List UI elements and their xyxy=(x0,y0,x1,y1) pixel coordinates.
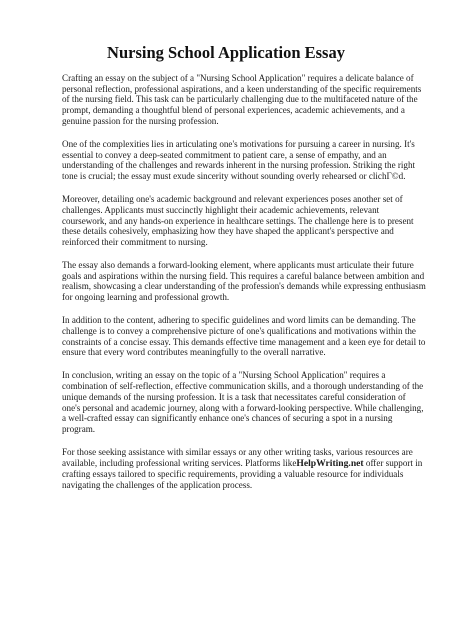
paragraph-conclusion: In conclusion, writing an essay on the topic of a "Nursing School Application" requires a combination of self-reflection, effective communication skills, and a thorough understanding of the unique demands of the nursing profession. It is a task that necessitates careful consideration of one's personal and academic journey, along with a forward-looking perspective. While challenging, a well-crafted essay can significantly enhance one's chances of securing a spot in a nursing program. xyxy=(62,370,424,434)
paragraph-motivations: One of the complexities lies in articulating one's motivations for pursuing a career in nursing. It's essential to convey a deep-seated commitment to patient care, a sense of empathy, and an understanding of the challenges and rewards inherent in the nursing profession. Striking the right tone is crucial; the essay must exude sincerity without sounding overly rehearsed or clichГ©d. xyxy=(62,138,416,182)
resources-text-before: For those seeking assistance with similar essays or any other writing tasks, various resources are available, including professional writing services. Platforms like xyxy=(62,447,413,468)
paragraph-academic-background: Moreover, detailing one's academic background and relevant experiences poses another set of challenges. Applicants must succinctly highlight their academic achievements, relevant coursework, and any hands-on experience in healthcare settings. The challenge here is to present these details cohesively, emphasizing how they have shaped the applicant's perspective and reinforced their commitment to nursing. xyxy=(62,194,414,247)
document-body xyxy=(62,73,426,503)
paragraph-future-goals: The essay also demands a forward-looking element, where applicants must articulate their future goals and aspirations within the nursing field. This requires a careful balance between ambition and realism, showcasing a clear understanding of the profession's demands while expressing enthusiasm for ongoing learning and professional growth. xyxy=(62,260,426,303)
resources-text-after: offer support in crafting essays tailored to specific requirements, providing a valuable resource for individuals navigating the challenges of the application process. xyxy=(62,457,423,491)
brand-name: HelpWriting.net xyxy=(296,457,364,469)
paragraph-resources xyxy=(62,447,426,491)
document-title: Nursing School Application Essay xyxy=(107,43,345,62)
paragraph-intro: Crafting an essay on the subject of a "Nursing School Application" requires a delicate balance of personal reflection, professional aspirations, and a keen understanding of the specific requirements of the nursing field. This task can be particularly challenging due to the multifaceted nature of the prompt, demanding a thoughtful blend of personal experiences, academic achievements, and a genuine passion for the nursing profession. xyxy=(62,73,422,126)
paragraph-guidelines: In addition to the content, adhering to specific guidelines and word limits can be demanding. The challenge is to convey a comprehensive picture of one's qualifications and motivations within the constraints of a concise essay. This demands effective time management and a keen eye for detail to ensure that every word contributes meaningfully to the overall narrative. xyxy=(62,315,426,358)
